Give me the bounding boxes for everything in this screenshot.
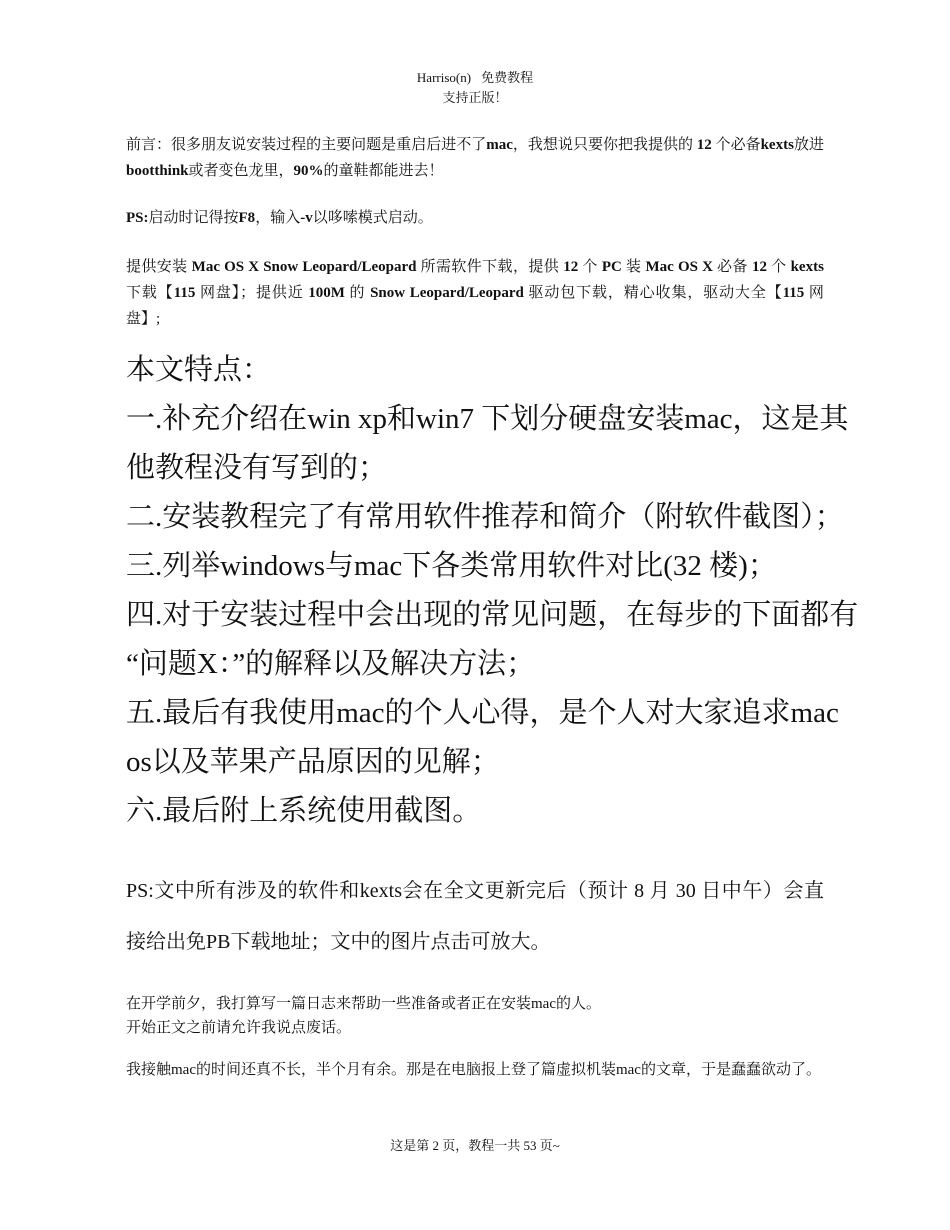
provide-text: 装 bbox=[621, 259, 646, 275]
provide-bold: 115 bbox=[173, 285, 196, 301]
provide-bold: 12 bbox=[751, 259, 767, 275]
provide-text: 必备 bbox=[712, 259, 752, 275]
provide-text: 网盘】；提供近 bbox=[195, 285, 309, 301]
provide-text: 下载【 bbox=[126, 285, 174, 301]
page-footer: 这是第 2 页，教程一共 53 页~ bbox=[390, 1138, 560, 1153]
feature-line: os以及苹果产品原因的见解； bbox=[126, 746, 500, 778]
provide-text: 个 bbox=[766, 259, 791, 275]
header-support: 支持正版！ bbox=[442, 90, 508, 105]
provide-paragraph bbox=[126, 254, 824, 332]
provide-bold: Snow Leopard/Leopard bbox=[370, 285, 524, 301]
feature-line: 五.最后有我使用mac的个人心得，是个人对大家追求mac bbox=[126, 697, 839, 729]
ps-bold-v: -v bbox=[300, 210, 313, 226]
intro2-paragraph: 我接触mac的时间还真不长，半个月有余。那是在电脑报上登了篇虚拟机装mac的文章，于是蠢蠢欲动了。 bbox=[126, 1062, 821, 1078]
feature-line: 他教程没有写到的； bbox=[126, 452, 388, 484]
feature-line: “问题X：”的解释以及解决方法； bbox=[126, 648, 536, 680]
provide-text: 所需软件下载，提供 bbox=[416, 259, 564, 275]
preface-paragraph bbox=[126, 132, 824, 184]
page-header bbox=[0, 68, 950, 108]
header-author: Harriso(n) bbox=[416, 70, 472, 85]
provide-bold: PC bbox=[601, 259, 622, 275]
ps-text: 以哆嗦模式启动。 bbox=[312, 210, 433, 226]
provide-text: 驱动包下载，精心收集，驱动大全【 bbox=[523, 285, 783, 301]
features-section bbox=[126, 346, 859, 836]
feature-line: 六.最后附上系统使用截图。 bbox=[126, 795, 482, 827]
provide-text: 个 bbox=[578, 259, 602, 275]
preface-bold-kexts: kexts bbox=[760, 137, 794, 153]
feature-line: 一.补充介绍在win xp和win7 下划分硬盘安装mac，这是其 bbox=[126, 403, 849, 435]
header-title-line bbox=[0, 68, 950, 88]
ps-f8-paragraph bbox=[126, 205, 824, 231]
provide-text: 提供安装 bbox=[126, 259, 192, 275]
ps-label: PS: bbox=[126, 210, 149, 226]
preface-bold-90: 90% bbox=[293, 163, 324, 179]
provide-text: 网盘】; bbox=[126, 285, 824, 327]
feature-line: 四.对于安装过程中会出现的常见问题，在每步的下面都有 bbox=[126, 599, 859, 631]
intro-paragraph bbox=[126, 992, 824, 1040]
preface-bold-12: 12 bbox=[696, 137, 712, 153]
preface-text: ，我想说只要你把我提供的 bbox=[512, 137, 697, 153]
intro-line: 开始正文之前请允许我说点废话。 bbox=[126, 1020, 352, 1036]
features-heading: 本文特点： bbox=[126, 354, 272, 386]
preface-text: 的童鞋都能进去！ bbox=[323, 163, 444, 179]
provide-text: 的 bbox=[344, 285, 371, 301]
preface-bold-mac: mac bbox=[486, 137, 513, 153]
preface-text: 前言：很多朋友说安装过程的主要问题是重启后进不了 bbox=[126, 137, 487, 153]
provide-bold: Mac OS X bbox=[645, 259, 713, 275]
provide-bold: 100M bbox=[308, 285, 345, 301]
preface-text: 或者变色龙里， bbox=[188, 163, 294, 179]
provide-bold: kexts bbox=[790, 259, 824, 275]
provide-bold: 115 bbox=[782, 285, 805, 301]
preface-text: 个必备 bbox=[711, 137, 761, 153]
ps-download-paragraph: PS:文中所有涉及的软件和kexts会在全文更新完后（预计 8 月 30 日中午）会直接给出免PB下载地址；文中的图片点击可放大。 bbox=[126, 880, 824, 953]
feature-line: 二.安装教程完了有常用软件推荐和简介（附软件截图）； bbox=[126, 501, 844, 533]
feature-line: 三.列举windows与mac下各类常用软件对比(32 楼)； bbox=[126, 550, 777, 582]
ps-text: 启动时记得按 bbox=[148, 210, 239, 226]
header-tag: 免费教程 bbox=[481, 70, 534, 85]
provide-bold: Mac OS X Snow Leopard/Leopard bbox=[191, 259, 417, 275]
preface-bold-bootthink: bootthink bbox=[126, 163, 189, 179]
page-content bbox=[126, 132, 859, 1098]
ps-bold-f8: F8 bbox=[238, 210, 256, 226]
ps-text: ，输入 bbox=[255, 210, 301, 226]
preface-text: 放进 bbox=[793, 137, 824, 153]
intro-line: 在开学前夕，我打算写一篇日志来帮助一些准备或者正在安装mac的人。 bbox=[126, 996, 601, 1012]
provide-bold: 12 bbox=[563, 259, 579, 275]
